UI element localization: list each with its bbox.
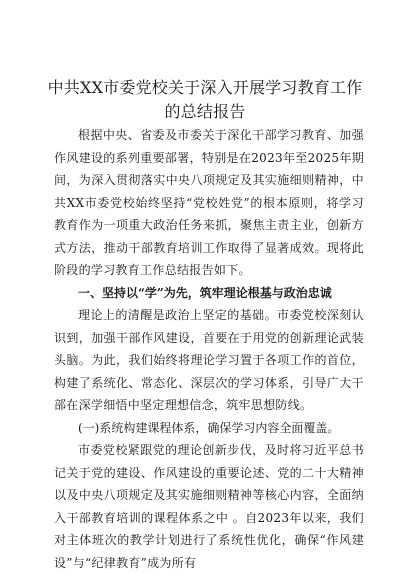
subsection-1-paragraph: 市委党校紧跟党的理论创新步伐，及时将习近平总书记关于党的建设、作风建设的重要论述、党的二十大精神以及中央八项规定及其实施细则精神等核心内容，全面纳入干部教育培训的课程体系之中 。自2023年以来，我们对主体班次的教学计划进行了系统性优化，确保“作风建设”与“纪律教育”成为所有 xyxy=(54,443,364,570)
title-line-2: 的总结报告 xyxy=(164,102,246,121)
document-title xyxy=(40,76,370,124)
subsection-1-heading: (一)系统构建课程体系，确保学习内容全面覆盖。 xyxy=(78,420,340,435)
intro-paragraph: 根据中央、省委及市委关于深化干部学习教育、加强作风建设的系列重要部署，特别是在2023年至2025年期间，为深入贯彻落实中央八项规定及其实施细则精神，中共XX市委党校始终坚持“党校姓党”的根本原则，将学习教育作为一项重大政治任务来抓，聚焦主责主业，创新方式方法，推动干部教育培训工作取得了显著成效。现将此阶段的学习教育工作总结报告如下。 xyxy=(54,128,364,277)
document-body xyxy=(54,124,364,574)
section-1-heading: 一、坚持以“学”为先，筑牢理论根基与政治忠诚 xyxy=(78,285,332,300)
title-line-1: 中共XX市委党校关于深入开展学习教育工作 xyxy=(47,78,363,97)
section-1-paragraph: 理论上的清醒是政治上坚定的基础。市委党校深刻认识到，加强干部作风建设，首要在于用党的创新理论武装头脑。为此，我们始终将理论学习置于各项工作的首位，构建了系统化、常态化、深层次的学习体系，引导广大干部在深学细悟中坚定理想信念，筑牢思想防线。 xyxy=(54,308,364,412)
